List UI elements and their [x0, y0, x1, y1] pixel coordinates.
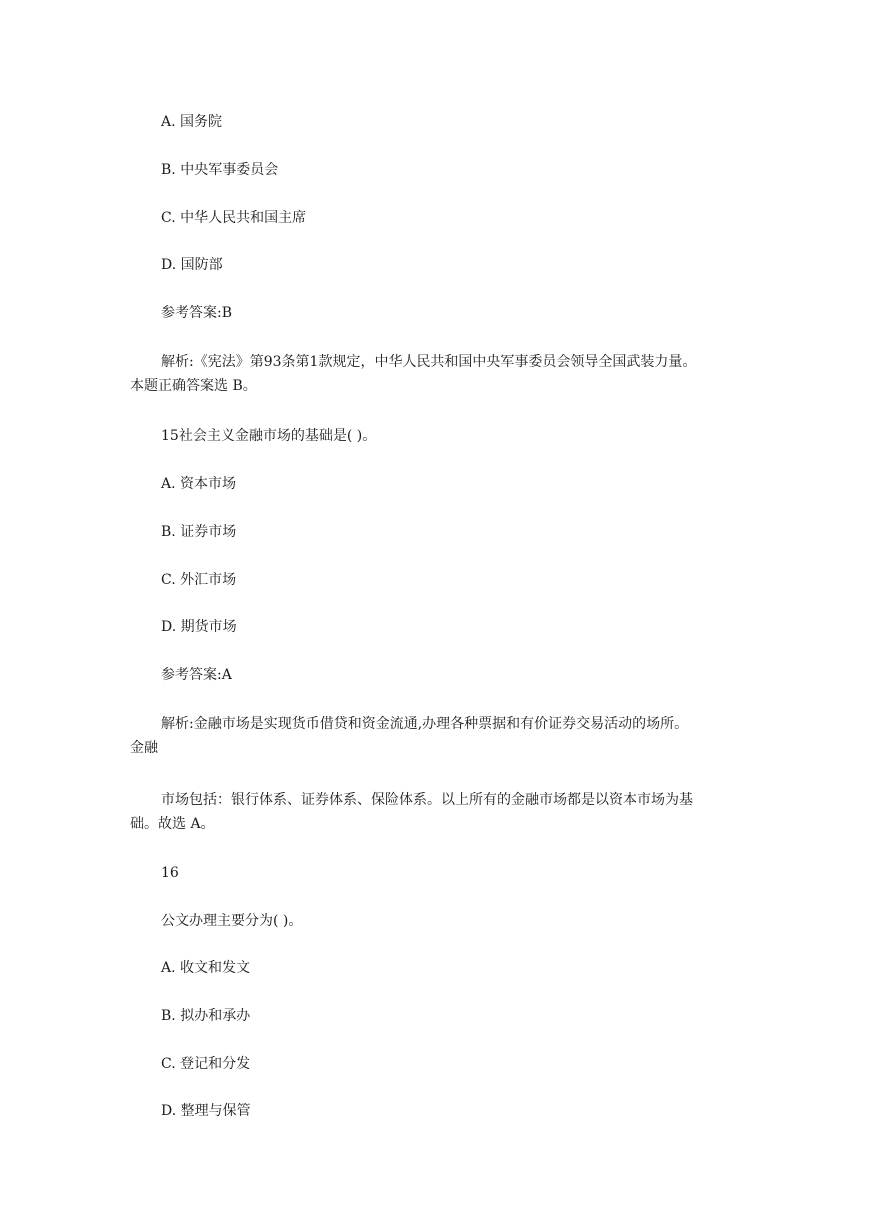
- q15-option-c: C. 外汇市场: [161, 572, 237, 588]
- q15-option-a: A. 资本市场: [161, 476, 237, 492]
- q15-option-d: D. 期货市场: [161, 619, 237, 635]
- q14-option-a: A. 国务院: [161, 114, 223, 130]
- q16-option-d: D. 整理与保管: [161, 1103, 251, 1119]
- q15-explanation-line2: 金融: [130, 740, 158, 756]
- q15-explanation-continued: [130, 788, 750, 836]
- q14-option-b: B. 中央军事委员会: [161, 162, 279, 178]
- q14-explanation: [130, 350, 750, 398]
- q16-option-c: C. 登记和分发: [161, 1056, 251, 1072]
- q15-answer: 参考答案:A: [161, 667, 232, 683]
- q16-option-b: B. 拟办和承办: [161, 1008, 251, 1024]
- q15-explanation: [130, 712, 750, 760]
- q15-question: 15社会主义金融市场的基础是( )。: [161, 428, 377, 444]
- q14-answer: 参考答案:B: [161, 305, 233, 321]
- q15-explanation-line1: 解析:金融市场是实现货币借贷和资金流通,办理各种票据和有价证券交易活动的场所。: [161, 716, 689, 732]
- q14-option-c: C. 中华人民共和国主席: [161, 210, 307, 226]
- q14-explanation-line2: 本题正确答案选 B。: [130, 378, 257, 394]
- q14-option-d: D. 国防部: [161, 257, 223, 273]
- q16-question: 公文办理主要分为( )。: [161, 913, 303, 929]
- q16-option-a: A. 收文和发文: [161, 960, 251, 976]
- q15-option-b: B. 证券市场: [161, 524, 237, 540]
- q16-number: 16: [161, 865, 179, 881]
- q14-explanation-line1: 解析:《宪法》第93条第1款规定，中华人民共和国中央军事委员会领导全国武装力量。: [161, 354, 697, 370]
- q15-explanation2-line1: 市场包括：银行体系、证券体系、保险体系。以上所有的金融市场都是以资本市场为基: [161, 792, 693, 808]
- q15-explanation2-line2: 础。故选 A。: [130, 816, 215, 832]
